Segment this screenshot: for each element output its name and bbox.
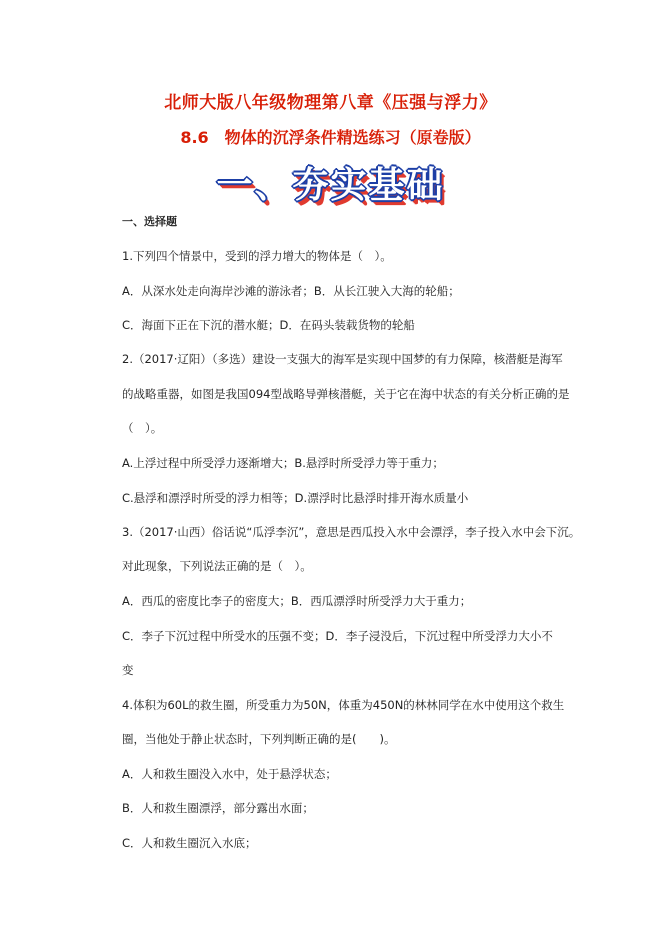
q1-stem: 1.下列四个情景中，受到的浮力增大的物体是（ ）。 — [122, 249, 392, 263]
q3-options-ab: A．西瓜的密度比李子的密度大；B．西瓜漂浮时所受浮力大于重力； — [122, 594, 472, 608]
q1-options-cd: C．海面下正在下沉的潜水艇；D．在码头装载货物的轮船 — [122, 318, 415, 332]
q2-stem-line2: 的战略重器，如图是我国094型战略导弹核潜艇，关于它在海中状态的有关分析正确的是 — [122, 387, 570, 401]
q4-option-a: A．人和救生圈没入水中，处于悬浮状态； — [122, 767, 337, 781]
q3-options-cd: C．李子下沉过程中所受水的压强不变；D．李子浸没后，下沉过程中所受浮力大小不 — [122, 629, 553, 643]
q3-stem-line1: 3.（2017·山西）俗话说“瓜浮李沉”，意思是西瓜投入水中会漂浮，李子投入水中会下沉。 — [122, 525, 581, 539]
q4-option-c: C．人和救生圈沉入水底； — [122, 836, 257, 850]
document-subtitle: 8.6 物体的沉浮条件精选练习（原卷版） — [180, 128, 481, 147]
q3-options-cd-cont: 变 — [122, 663, 134, 677]
q4-option-b: B．人和救生圈漂浮，部分露出水面； — [122, 801, 314, 815]
q1-options-ab: A．从深水处走向海岸沙滩的游泳者；B．从长江驶入大海的轮船； — [122, 284, 460, 298]
q4-stem-line1: 4.体积为60L的救生圈，所受重力为50N，体重为450N的林林同学在水中使用这个救生 — [122, 698, 565, 712]
q2-stem-line1: 2.（2017·辽阳）（多选）建设一支强大的海军是实现中国梦的有力保障，核潜艇是海军 — [122, 352, 563, 366]
q2-stem-line3: （ ）。 — [122, 421, 163, 435]
subsection-heading: 一、选择题 — [122, 215, 177, 228]
q3-stem-line2: 对此现象，下列说法正确的是（ ）。 — [122, 559, 312, 573]
q2-options-cd: C.悬浮和漂浮时所受的浮力相等；D.漂浮时比悬浮时排开海水质量小 — [122, 491, 469, 505]
q2-options-ab: A.上浮过程中所受浮力逐渐增大；B.悬浮时所受浮力等于重力； — [122, 456, 444, 470]
document-title: 北师大版八年级物理第八章《压强与浮力》 — [164, 93, 497, 113]
section-heading: 一、夯实基础 — [216, 164, 445, 206]
q4-stem-line2: 圈，当他处于静止状态时，下列判断正确的是( )。 — [122, 732, 396, 746]
